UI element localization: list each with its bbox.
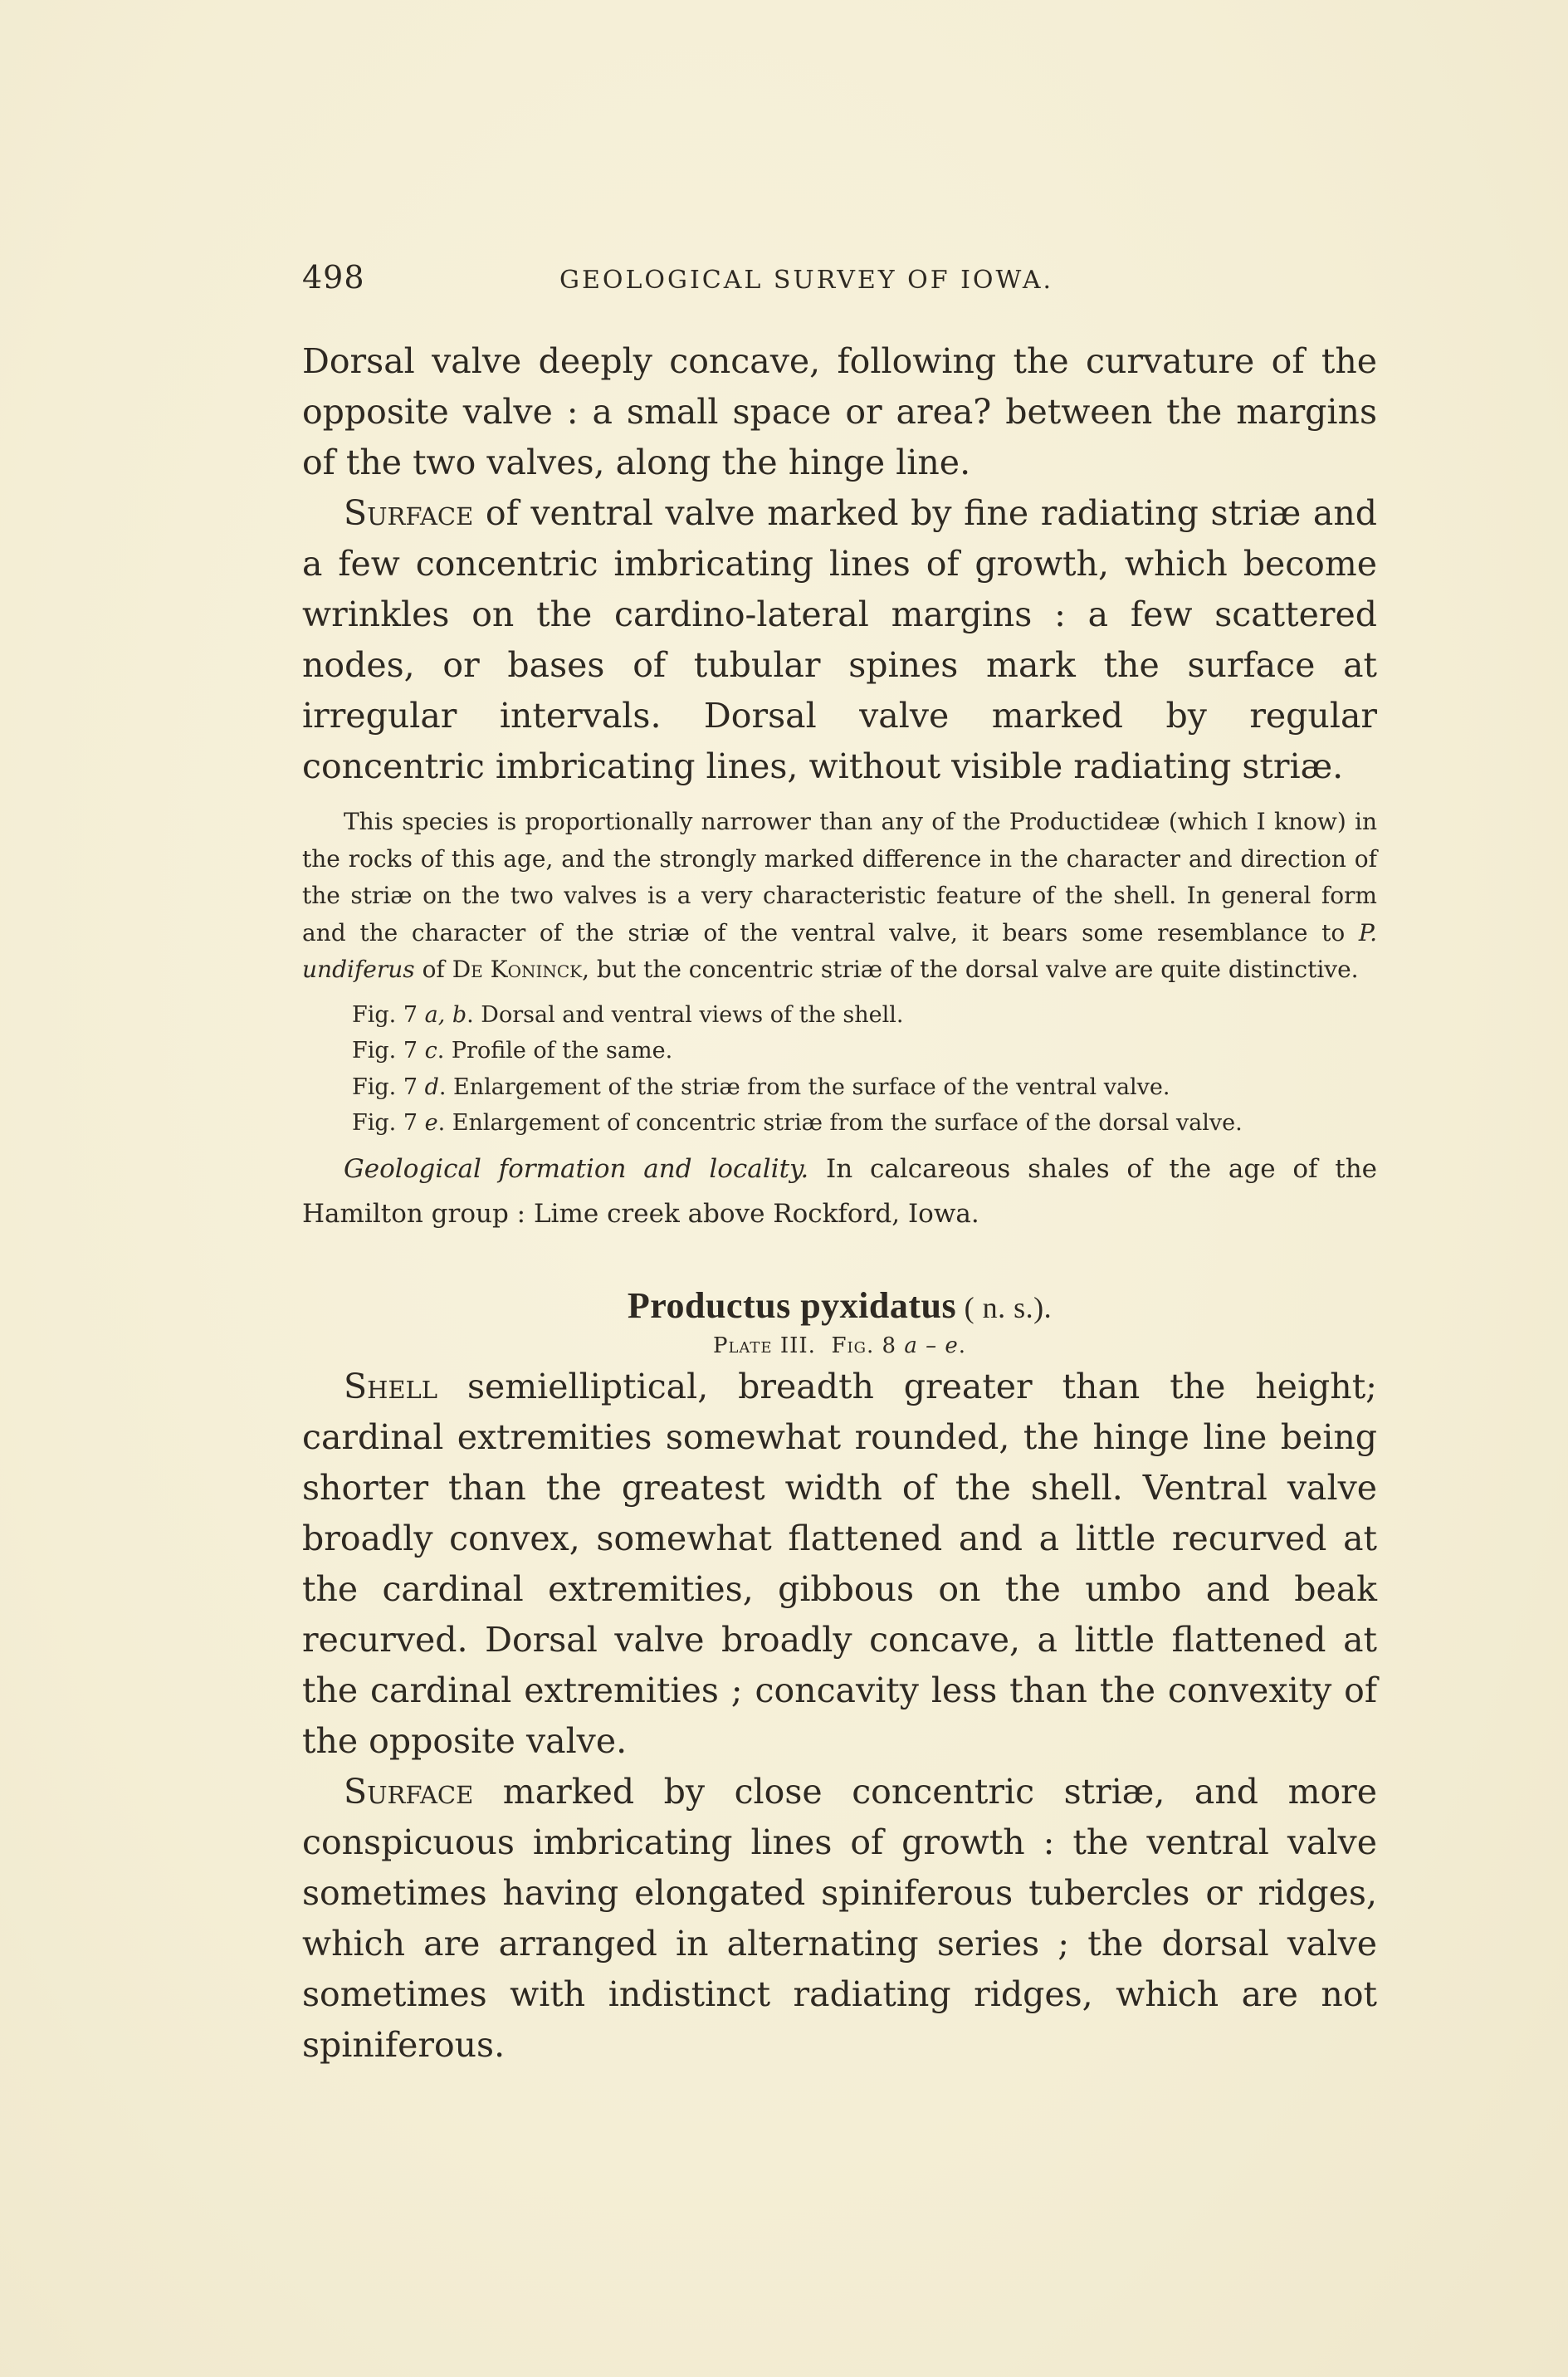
note-species-name: P. undiferus (302, 918, 1377, 983)
plate-fig-letters: a – e (904, 1333, 959, 1358)
paragraph-surface (302, 488, 1377, 792)
species-name: Productus pyxidatus (627, 1284, 957, 1326)
figure-caption (352, 1105, 1377, 1142)
plate-fig-end: . (958, 1333, 967, 1358)
locality-heading: Geological formation and locality. (344, 1153, 809, 1184)
locality-paragraph (302, 1147, 1377, 1236)
figure-list (352, 997, 1377, 1142)
locality-text: In calcareous shales of the age of the Hamilton group : Lime creek above Rockford, Iowa. (302, 1153, 1378, 1229)
note-text-2: of (414, 956, 452, 983)
surface-lead: Surface (344, 493, 474, 533)
figure-letters: a, b (424, 1001, 467, 1028)
plate-label: Plate III. (712, 1333, 816, 1358)
figure-caption (352, 1033, 1377, 1069)
surface-text: of ventral valve marked by fine radiating striæ and a few concentric imbricating lines of growth, which become wrinkles on the cardino-lateral margins : a few scattered nodes, or bases of tubular spines mark the surface at irregular intervals. Dorsal valve marked by regular concentric imbricating lines, without visible radiating striæ. (302, 493, 1377, 786)
figure-letters: d (424, 1074, 439, 1100)
surface2-lead: Surface (344, 1771, 474, 1812)
surface2-text: marked by close concentric striæ, and more conspicuous imbricating lines of growth : the ventral valve sometimes having elongated spiniferous tubercles or ridges, which are arranged in alternating series ; the dorsal valve sometimes with indistinct radiating ridges, which are not spiniferous. (302, 1771, 1377, 2065)
running-head: GEOLOGICAL SURVEY OF IOWA. (559, 266, 1054, 295)
figure-caption (352, 997, 1377, 1034)
figure-label: Fig. 7 (352, 1038, 425, 1064)
note-author: De Koninck (452, 956, 583, 983)
paragraph-surface-2 (302, 1767, 1377, 2071)
species-suffix: ( n. s.). (956, 1290, 1053, 1324)
paragraph-dorsal-valve: Dorsal valve deeply concave, following the curvature of the opposite valve : a small space or area? between the margins of the two valves, along the hinge line. (302, 341, 1377, 482)
note-text-1: This species is proportionally narrower than any of the Productideæ (which I know) in the rocks of this age, and the strongly marked difference in the character and direction of the striæ on the two valves is a very characteristic feature of the shell. In general form and the character of the striæ of the ventral valve, it bears some resemblance to (302, 808, 1377, 946)
figure-caption (352, 1069, 1377, 1106)
paragraph-shell (302, 1362, 1377, 1767)
figure-letters: e (424, 1110, 438, 1136)
page-header (302, 259, 1381, 301)
species-title (302, 1284, 1377, 1327)
figure-text: . Dorsal and ventral views of the shell. (466, 1001, 904, 1028)
note-text-3: , but the concentric striæ of the dorsal valve are quite distinctive. (582, 956, 1359, 983)
page-number: 498 (302, 259, 365, 296)
shell-lead: Shell (344, 1366, 438, 1406)
page-body (302, 336, 1377, 2071)
figure-label: Fig. 7 (352, 1074, 425, 1100)
figure-label: Fig. 7 (352, 1110, 425, 1136)
shell-text: semielliptical, breadth greater than the height; cardinal extremities somewhat rounded, the hinge line being shorter than the greatest width of the shell. Ventral valve broadly convex, somewhat flattened and a little recurved at the cardinal extremities, gibbous on the umbo and beak recurved. Dorsal valve broadly concave, a little flattened at the cardinal extremities ; concavity less than the convexity of the opposite valve. (302, 1366, 1377, 1761)
plate-fig-label: Fig. 8 (831, 1333, 905, 1358)
plate-reference (302, 1333, 1377, 1358)
species-note (302, 804, 1377, 989)
figure-text: . Enlargement of the striæ from the surface of the ventral valve. (438, 1074, 1170, 1100)
figure-text: . Profile of the same. (437, 1038, 673, 1064)
figure-letters: c (424, 1038, 437, 1064)
figure-label: Fig. 7 (352, 1001, 425, 1028)
figure-text: . Enlargement of concentric striæ from the surface of the dorsal valve. (437, 1110, 1243, 1136)
